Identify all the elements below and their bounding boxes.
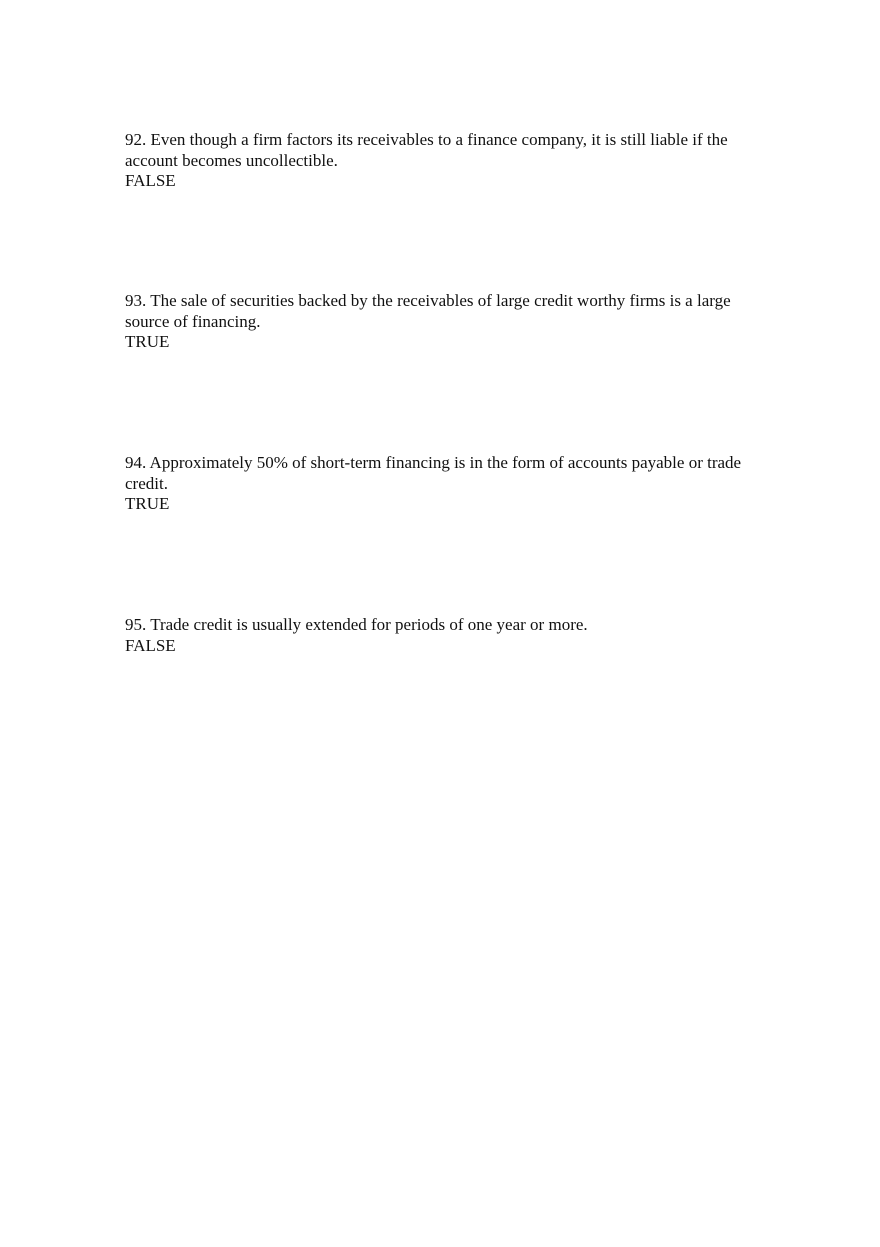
question-text: 94. Approximately 50% of short-term financing is in the form of accounts payable or trade credit. [125, 453, 742, 493]
question-text: 92. Even though a firm factors its receivables to a finance company, it is still liable if the account becomes uncollectible. [125, 130, 728, 170]
answer-text: TRUE [125, 494, 170, 513]
question-item [125, 130, 765, 192]
question-item [125, 453, 765, 515]
question-item [125, 615, 765, 656]
question-item [125, 291, 765, 353]
answer-text: TRUE [125, 332, 170, 351]
question-text: 95. Trade credit is usually extended for periods of one year or more. [125, 615, 588, 634]
answer-text: FALSE [125, 635, 176, 655]
answer-text: FALSE [125, 171, 176, 190]
question-text: 93. The sale of securities backed by the receivables of large credit worthy firms is a large source of financing. [125, 291, 731, 331]
